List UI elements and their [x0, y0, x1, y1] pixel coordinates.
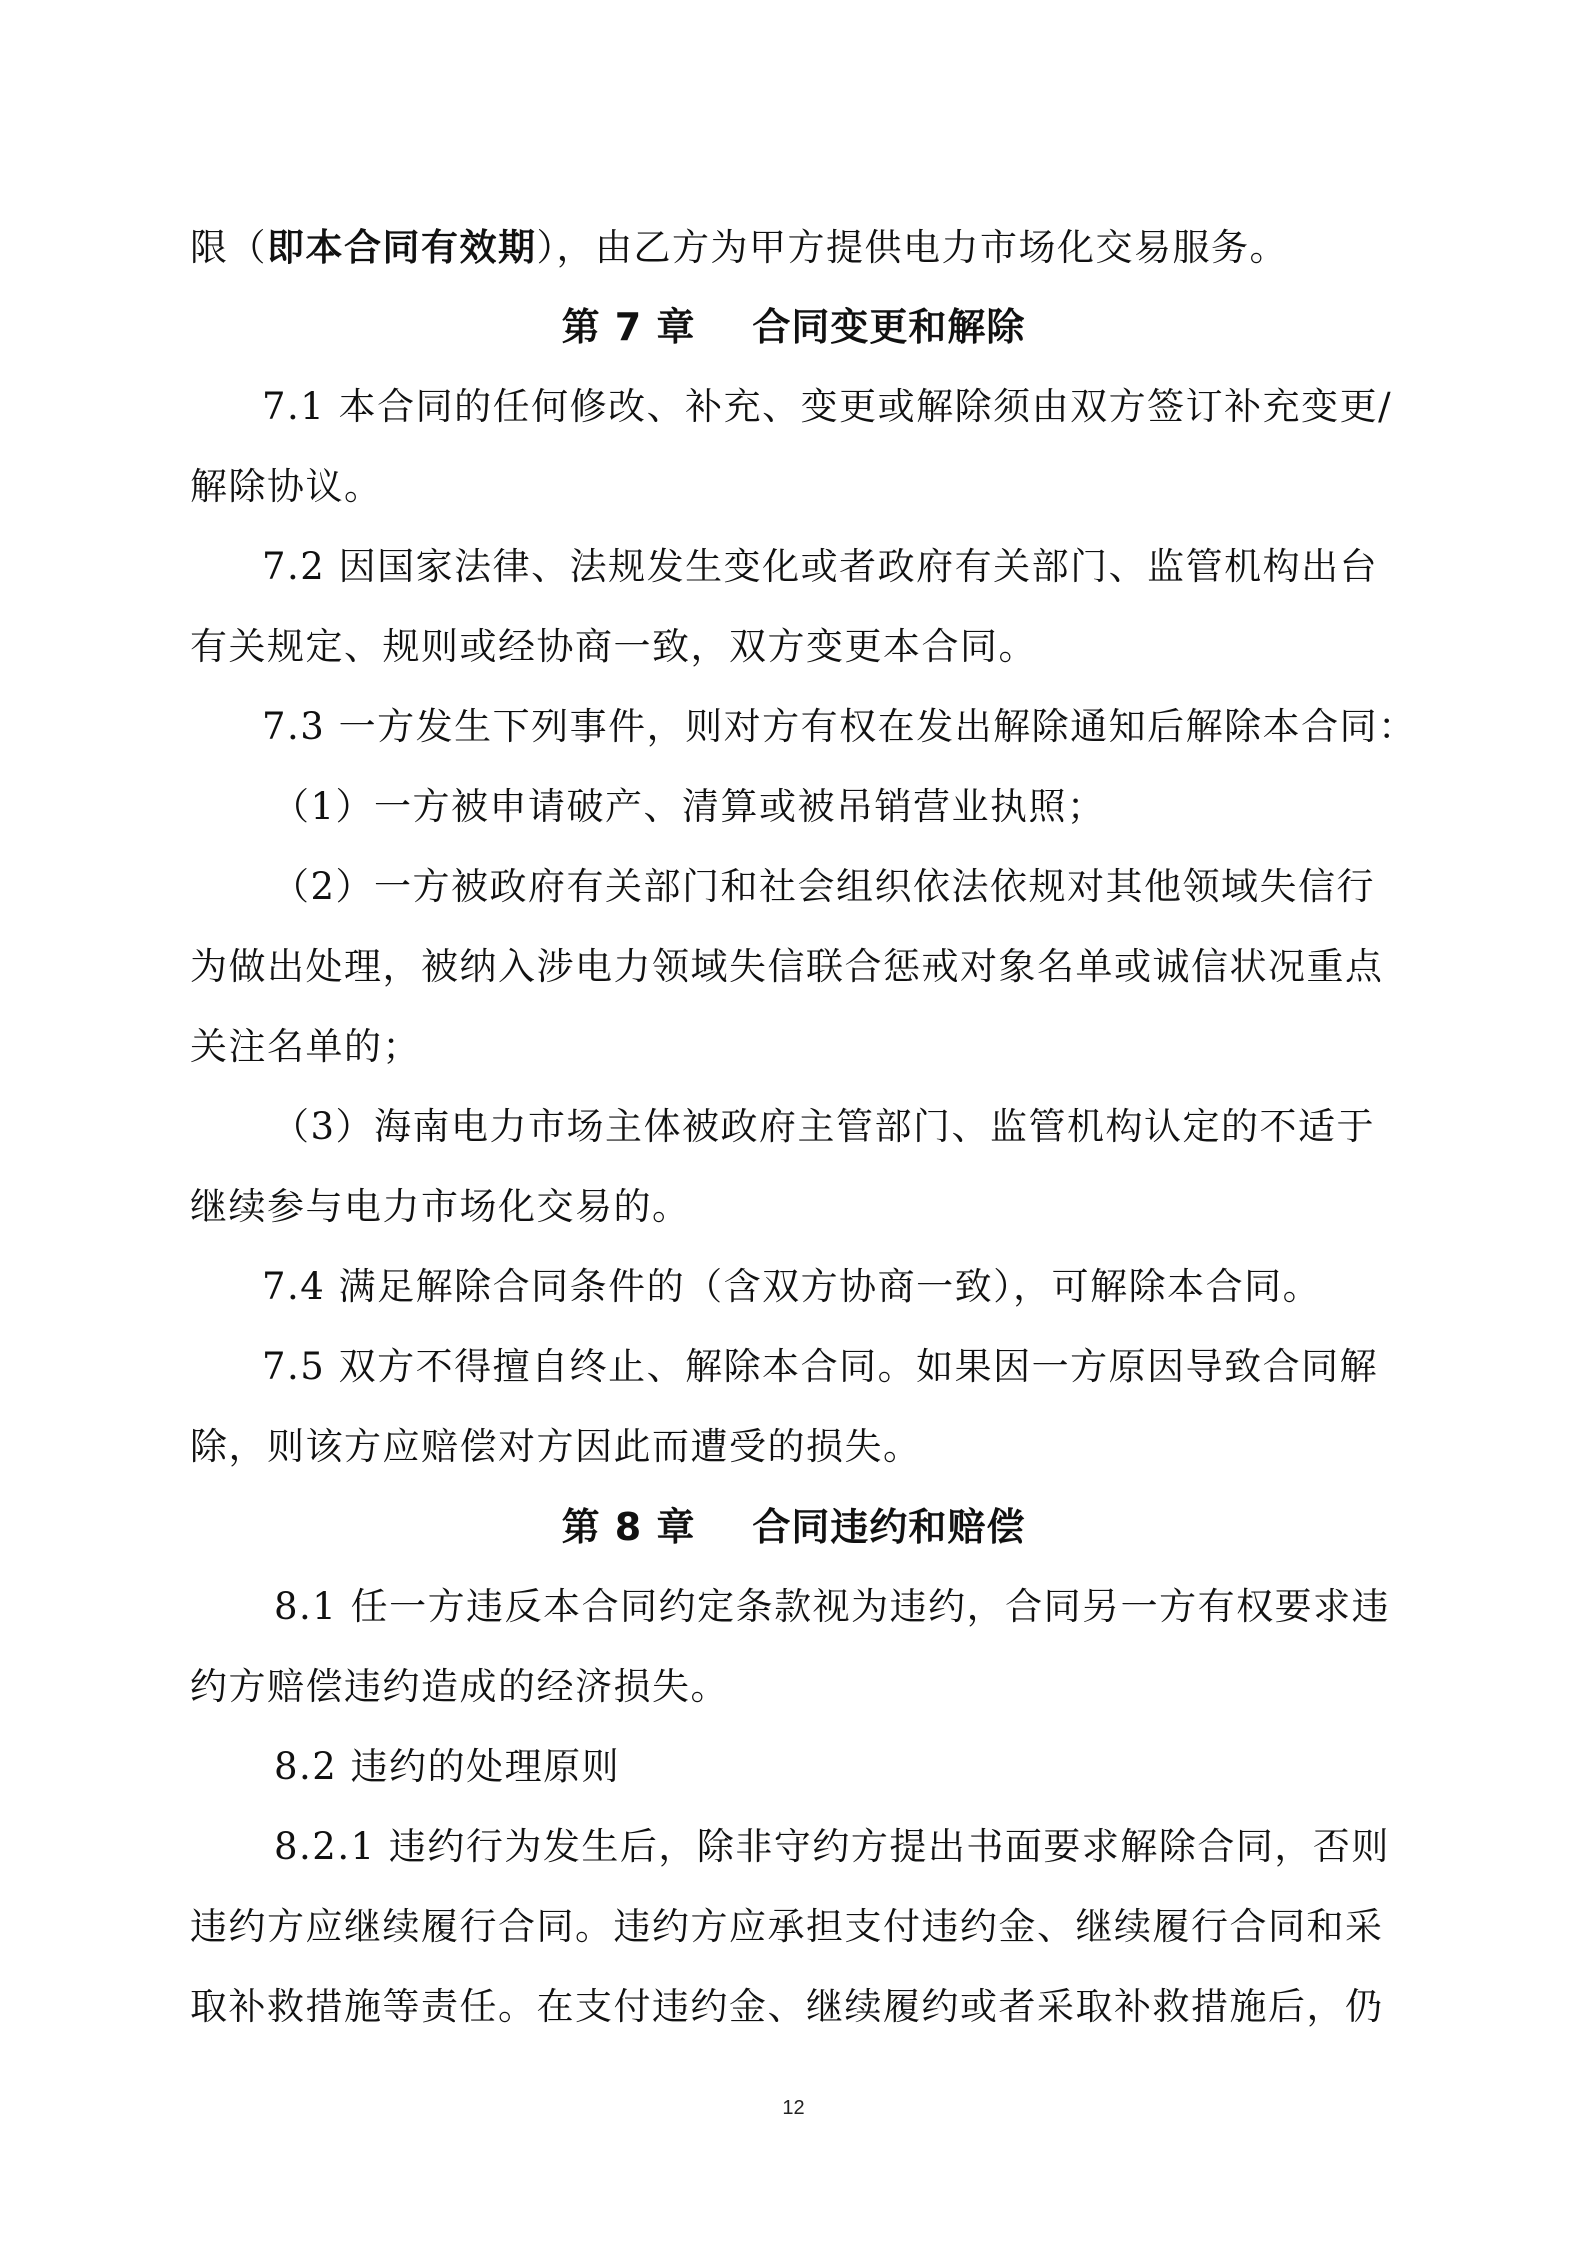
bold-term: 即本合同有效期 — [267, 225, 537, 269]
clause-7-3-line: 7.3 一方发生下列事件，则对方有权在发出解除通知后解除本合同： — [262, 705, 1417, 748]
clause-8-2-1-line-2: 违约方应继续履行合同。违约方应承担支付违约金、继续履行合同和采 — [190, 1905, 1384, 1948]
page-number: 12 — [782, 2097, 805, 2119]
text-span: 限（ — [190, 226, 267, 269]
clause-8-1-line-1: 8.1 任一方违反本合同约定条款视为违约，合同另一方有权要求违 — [274, 1585, 1391, 1628]
clause-8-2-1-line-3: 取补救措施等责任。在支付违约金、继续履约或者采取补救措施后，仍 — [190, 1985, 1384, 2028]
text-span: ），由乙方为甲方提供电力市场化交易服务。 — [536, 226, 1288, 269]
clause-8-2-1-line-1: 8.2.1 违约行为发生后，除非守约方提出书面要求解除合同，否则 — [274, 1825, 1390, 1868]
item-3-line-1: （3）海南电力市场主体被政府主管部门、监管机构认定的不适于 — [272, 1105, 1376, 1148]
item-2-line-3: 关注名单的； — [190, 1025, 421, 1068]
clause-7-2-line-2: 有关规定、规则或经协商一致，双方变更本合同。 — [190, 625, 1037, 668]
clause-8-2-heading: 8.2 违约的处理原则 — [274, 1745, 621, 1788]
item-3-line-2: 继续参与电力市场化交易的。 — [190, 1185, 691, 1228]
clause-7-1-line-2: 解除协议。 — [190, 465, 383, 508]
clause-7-5-line-1: 7.5 双方不得擅自终止、解除本合同。如果因一方原因导致合同解 — [262, 1345, 1379, 1388]
item-1-line: （1）一方被申请破产、清算或被吊销营业执照； — [272, 785, 1106, 828]
clause-8-1-line-2: 约方赔偿违约造成的经济损失。 — [190, 1665, 729, 1708]
clause-7-1-line-1: 7.1 本合同的任何修改、补充、变更或解除须由双方签订补充变更/ — [262, 385, 1393, 428]
item-2-line-1: （2）一方被政府有关部门和社会组织依法依规对其他领域失信行 — [272, 865, 1376, 908]
clause-7-2-line-1: 7.2 因国家法律、法规发生变化或者政府有关部门、监管机构出台 — [262, 545, 1379, 588]
clause-7-5-line-2: 除，则该方应赔偿对方因此而遭受的损失。 — [190, 1425, 922, 1468]
item-2-line-2: 为做出处理，被纳入涉电力领域失信联合惩戒对象名单或诚信状况重点 — [190, 945, 1384, 988]
clause-7-4-line: 7.4 满足解除合同条件的（含双方协商一致），可解除本合同。 — [262, 1265, 1322, 1308]
chapter-7-heading: 第 7 章 合同变更和解除 — [561, 305, 1026, 349]
chapter-8-heading: 第 8 章 合同违约和赔偿 — [561, 1505, 1026, 1549]
text-line-continuation — [190, 222, 1350, 273]
